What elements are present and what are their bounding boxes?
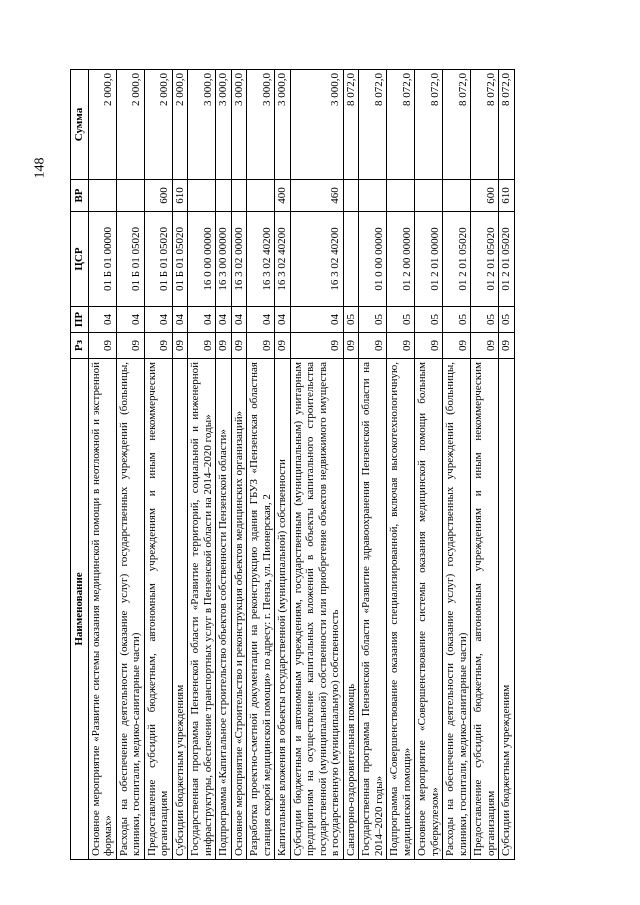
cell-name: Основное мероприятие «Совершенствование системы оказания медицинской помощи больным туберкулезом»: [415, 359, 443, 860]
cell-csr: 01 2 01 00000: [415, 212, 443, 307]
table-row: [343, 70, 359, 860]
table-row: [188, 70, 216, 860]
header-rz: Рз: [71, 333, 89, 359]
cell-csr: 16 3 02 00000: [231, 212, 247, 307]
cell-sum: 8 072,0: [443, 70, 471, 180]
cell-name: Субсидии бюджетным учреждениям: [499, 359, 515, 860]
table-row: [499, 70, 515, 860]
header-vr: ВР: [71, 180, 89, 212]
cell-rz: 09: [116, 333, 144, 359]
cell-vr: 600: [471, 180, 499, 212]
cell-rz: 09: [443, 333, 471, 359]
cell-rz: 09: [387, 333, 415, 359]
cell-csr: 16 3 02 40200: [275, 212, 291, 307]
cell-vr: 400: [275, 180, 291, 212]
cell-vr: [231, 180, 247, 212]
cell-vr: [216, 180, 232, 212]
cell-csr: 01 2 01 05020: [471, 212, 499, 307]
cell-name: Основное мероприятие «Развитие системы оказания медицинской помощи в неотложной и экстренной формах»: [88, 359, 116, 860]
cell-name: Субсидии бюджетным и автономным учреждениям, государственным (муниципальным) унитарным предприятиям на осуществление капитальных вложений в объекты капитального строительства государственной (муниципальной) собственности или приобретение объектов недвижимого имущества в государственную (муниципальную) собственность: [290, 359, 343, 860]
table-row: [275, 70, 291, 860]
cell-sum: 8 072,0: [359, 70, 387, 180]
cell-csr: 16 0 00 00000: [188, 212, 216, 307]
cell-pr: 04: [290, 307, 343, 333]
cell-rz: 09: [499, 333, 515, 359]
table-row: [359, 70, 387, 860]
cell-pr: 04: [275, 307, 291, 333]
cell-vr: [359, 180, 387, 212]
cell-pr: 04: [216, 307, 232, 333]
cell-rz: 09: [471, 333, 499, 359]
page-number: 148: [32, 157, 48, 179]
cell-vr: 610: [499, 180, 515, 212]
cell-csr: 01 Б 01 00000: [88, 212, 116, 307]
cell-vr: [116, 180, 144, 212]
cell-rz: 09: [188, 333, 216, 359]
cell-csr: 01 2 00 00000: [387, 212, 415, 307]
cell-rz: 09: [231, 333, 247, 359]
cell-name: Разработка проектно-сметной документации на реконструкцию здания ГБУЗ «Пензенская областная станция скорой медицинской помощи» по адресу: г. Пенза, ул. Пионерская, 2: [247, 359, 275, 860]
cell-rz: 09: [359, 333, 387, 359]
table-row: [116, 70, 144, 860]
header-sum: Сумма: [71, 70, 89, 180]
table-row: [172, 70, 188, 860]
cell-sum: 3 000,0: [188, 70, 216, 180]
cell-name: Государственная программа Пензенской области «Развитие здравоохранения Пензенской области на 2014–2020 годы»: [359, 359, 387, 860]
cell-csr: 01 Б 01 05020: [144, 212, 172, 307]
cell-name: Предоставление субсидий бюджетным, автономным учреждениям и иным некоммерческим организациям: [144, 359, 172, 860]
cell-name: Подпрограмма «Совершенствование оказания специализированной, включая высокотехнологичную, медицинской помощи»: [387, 359, 415, 860]
cell-rz: 09: [275, 333, 291, 359]
cell-vr: [343, 180, 359, 212]
cell-pr: 04: [116, 307, 144, 333]
header-pr: ПР: [71, 307, 89, 333]
cell-csr: 01 2 01 05020: [443, 212, 471, 307]
cell-sum: 2 000,0: [144, 70, 172, 180]
cell-vr: [188, 180, 216, 212]
cell-vr: [88, 180, 116, 212]
cell-pr: 04: [247, 307, 275, 333]
table-row: [216, 70, 232, 860]
cell-vr: [443, 180, 471, 212]
cell-name: Санаторно-оздоровительная помощь: [343, 359, 359, 860]
header-name: Наименование: [71, 359, 89, 860]
cell-sum: 8 072,0: [387, 70, 415, 180]
cell-vr: 600: [144, 180, 172, 212]
cell-csr: [343, 212, 359, 307]
cell-sum: 8 072,0: [415, 70, 443, 180]
cell-rz: 09: [216, 333, 232, 359]
budget-table: [70, 69, 515, 860]
table-row: [387, 70, 415, 860]
table-row: [247, 70, 275, 860]
cell-csr: 01 Б 01 05020: [116, 212, 144, 307]
cell-vr: 460: [290, 180, 343, 212]
cell-pr: 04: [144, 307, 172, 333]
cell-csr: 01 0 00 00000: [359, 212, 387, 307]
table-row: [88, 70, 116, 860]
cell-name: Расходы на обеспечение деятельности (оказание услуг) государственных учреждений (больницы, клиники, госпитали, медико-санитарные части): [116, 359, 144, 860]
cell-csr: 16 3 02 40200: [247, 212, 275, 307]
cell-pr: 05: [387, 307, 415, 333]
cell-pr: 05: [343, 307, 359, 333]
cell-pr: 05: [443, 307, 471, 333]
cell-rz: 09: [415, 333, 443, 359]
cell-name: Субсидии бюджетным учреждениям: [172, 359, 188, 860]
cell-sum: 2 000,0: [88, 70, 116, 180]
table-row: [231, 70, 247, 860]
cell-rz: 09: [247, 333, 275, 359]
cell-sum: 3 000,0: [290, 70, 343, 180]
cell-vr: [247, 180, 275, 212]
cell-csr: 01 Б 01 05020: [172, 212, 188, 307]
cell-rz: 09: [172, 333, 188, 359]
cell-name: Основное мероприятие «Строительство и реконструкция объектов медицинских организаций»: [231, 359, 247, 860]
cell-rz: 09: [88, 333, 116, 359]
cell-sum: 8 072,0: [343, 70, 359, 180]
cell-sum: 3 000,0: [275, 70, 291, 180]
cell-rz: 09: [343, 333, 359, 359]
cell-name: Подпрограмма «Капитальное строительство объектов собственности Пензенской области»: [216, 359, 232, 860]
cell-sum: 3 000,0: [216, 70, 232, 180]
cell-csr: 16 3 00 00000: [216, 212, 232, 307]
cell-rz: 09: [290, 333, 343, 359]
cell-name: Капитальные вложения в объекты государственной (муниципальной) собственности: [275, 359, 291, 860]
budget-table-container: [70, 70, 560, 860]
cell-sum: 8 072,0: [499, 70, 515, 180]
cell-vr: 610: [172, 180, 188, 212]
cell-pr: 05: [415, 307, 443, 333]
cell-name: Предоставление субсидий бюджетным, автономным учреждениям и иным некоммерческим организациям: [471, 359, 499, 860]
header-csr: ЦСР: [71, 212, 89, 307]
cell-pr: 04: [88, 307, 116, 333]
cell-pr: 05: [471, 307, 499, 333]
table-row: [144, 70, 172, 860]
cell-sum: 2 000,0: [116, 70, 144, 180]
cell-rz: 09: [144, 333, 172, 359]
cell-pr: 04: [172, 307, 188, 333]
cell-name: Государственная программа Пензенской области «Развитие территорий, социальной и инженерной инфраструктуры, обеспечение транспортных услуг в Пензенской области на 2014–2020 годы»: [188, 359, 216, 860]
cell-pr: 05: [499, 307, 515, 333]
table-header-row: [71, 70, 89, 860]
table-row: [290, 70, 343, 860]
table-row: [471, 70, 499, 860]
table-row: [415, 70, 443, 860]
cell-vr: [415, 180, 443, 212]
cell-pr: 04: [231, 307, 247, 333]
cell-csr: 16 3 02 40200: [290, 212, 343, 307]
cell-pr: 05: [359, 307, 387, 333]
cell-sum: 2 000,0: [172, 70, 188, 180]
cell-vr: [387, 180, 415, 212]
cell-sum: 3 000,0: [247, 70, 275, 180]
cell-name: Расходы на обеспечение деятельности (оказание услуг) государственных учреждений (больницы, клиники, госпитали, медико-санитарные части): [443, 359, 471, 860]
table-row: [443, 70, 471, 860]
cell-csr: 01 2 01 05020: [499, 212, 515, 307]
cell-pr: 04: [188, 307, 216, 333]
cell-sum: 3 000,0: [231, 70, 247, 180]
cell-sum: 8 072,0: [471, 70, 499, 180]
